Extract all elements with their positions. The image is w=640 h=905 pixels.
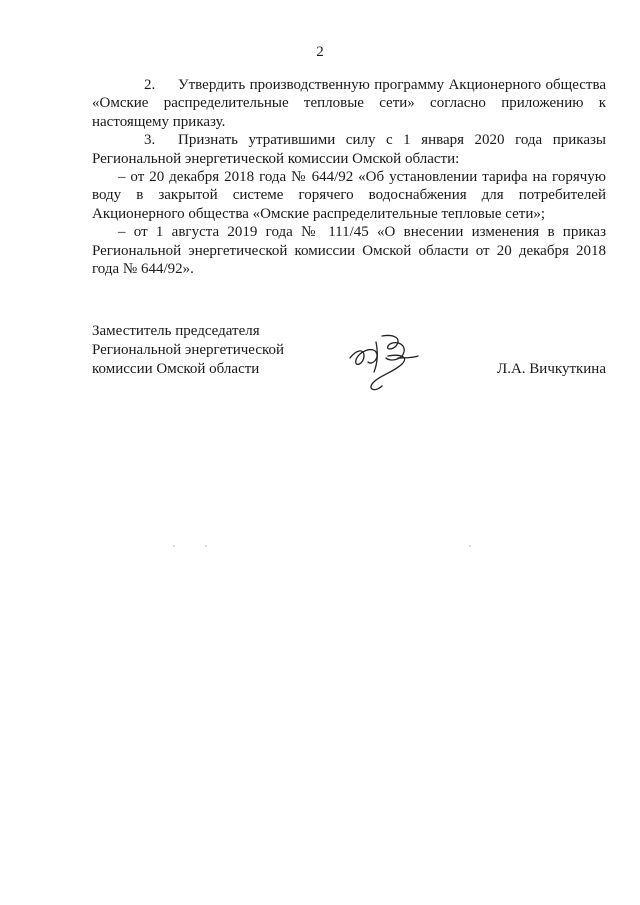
paragraph-item-3 (92, 131, 606, 168)
signatory-name: Л.А. Вичкуткина (497, 361, 606, 377)
signatory-title-line: комиссии Омской области (92, 361, 260, 377)
item-text: Утвердить производственную программу Акционерного общества «Омские распределительные тепловые сети» согласно приложению к настоящему приказу. (92, 77, 606, 130)
paragraph-order-111-45: – от 1 августа 2019 года № 111/45 «О внесении изменения в приказ Региональной энергетической комиссии Омской области от 20 декабря 2018 года № 644/92». (92, 224, 606, 278)
page-number: 2 (316, 44, 324, 60)
item-number: 2. (144, 77, 156, 93)
paragraph-item-2 (92, 76, 606, 131)
document-body (92, 76, 606, 278)
scan-artifact-dots (0, 544, 640, 548)
item-number: 3. (144, 132, 156, 149)
paragraph-order-644-92: – от 20 декабря 2018 года № 644/92 «Об установлении тарифа на горячую воду в закрытой системе горячего водоснабжения для потребителей Акционерного общества «Омские распределительные тепловые сети»; (92, 169, 606, 222)
handwritten-signature (342, 328, 422, 398)
signatory-title-line: Региональной энергетической (92, 342, 285, 358)
item-text: Признать утратившими силу с 1 января 2020 года приказы Региональной энергетической комиссии Омской области: (92, 132, 606, 167)
signature-block (92, 322, 606, 402)
signatory-title-line: Заместитель председателя (92, 323, 260, 339)
signatory-title (92, 322, 284, 379)
